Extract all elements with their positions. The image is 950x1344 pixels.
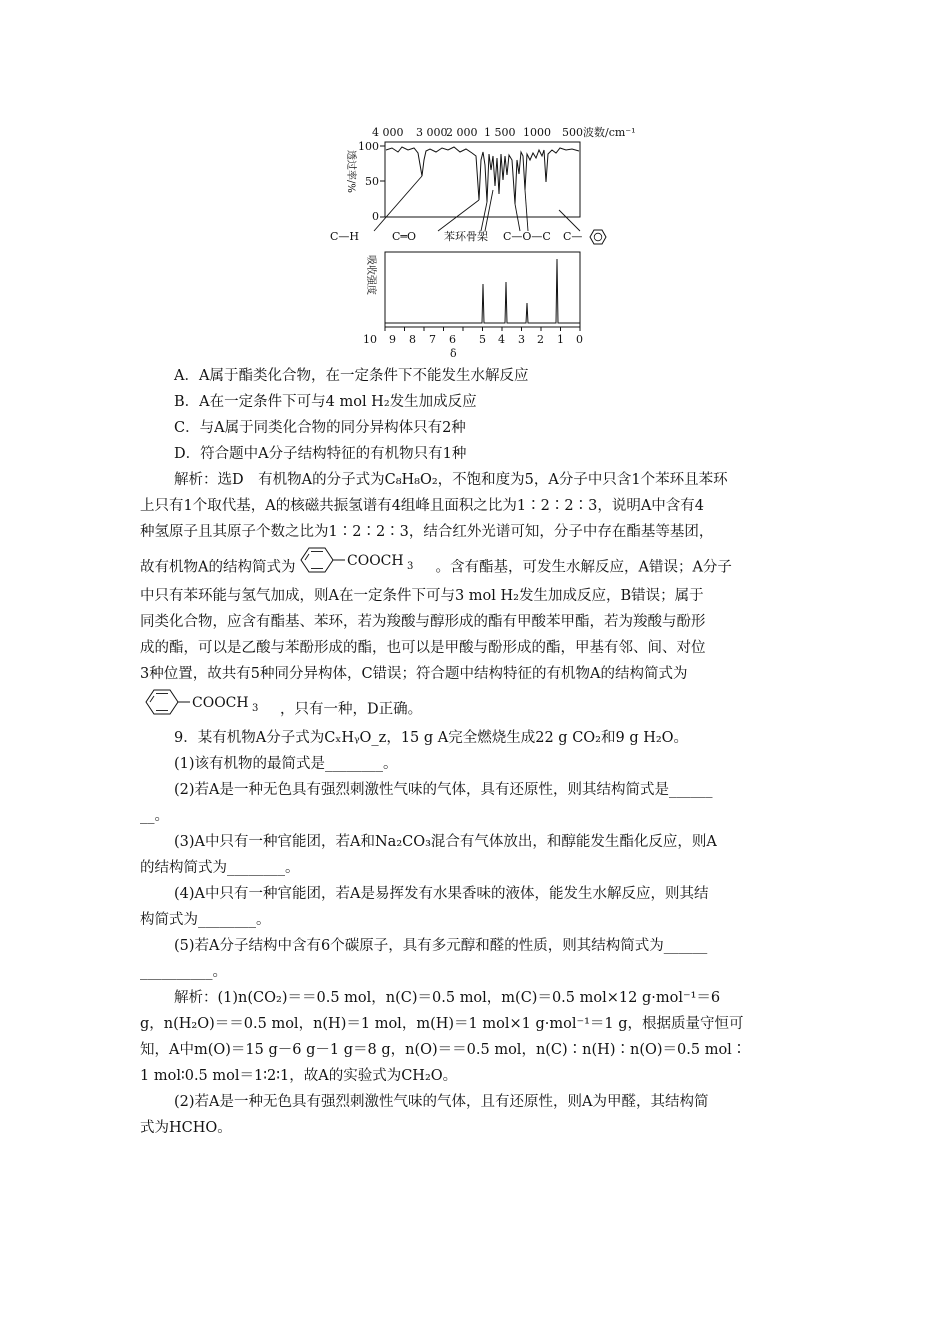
analysis-text: ，只有一种，D正确。 xyxy=(280,701,423,718)
phenyl-acetate-structure-svg xyxy=(295,545,435,575)
svg-text:3: 3 xyxy=(252,703,259,714)
q9-sub-4-cont: 构简式为________。 xyxy=(140,912,271,928)
ir-annotation: C═O xyxy=(392,230,417,243)
nmr-x-axis-label: δ xyxy=(450,347,457,360)
analysis-line xyxy=(140,545,820,583)
benzene-ring-icon xyxy=(590,230,606,244)
svg-text:3: 3 xyxy=(407,561,414,572)
nmr-x-ticks xyxy=(385,327,580,331)
q9-sub-5: (5)若A分子结构中含有6个碳原子，具有多元醇和醛的性质，则其结构简式为______ xyxy=(174,938,708,954)
nmr-y-axis-label: 吸收强度 xyxy=(365,255,376,295)
ir-y-tick: 50 xyxy=(365,175,379,188)
q9-sub-3: (3)A中只有一种官能团，若A和Na₂CO₃混合有气体放出，和醇能发生酯化反应，则A xyxy=(174,834,717,850)
ir-annotation: 苯环骨架 xyxy=(444,230,488,243)
ir-y-axis-label: 透过率/% xyxy=(345,150,356,193)
phenyl-acetate-structure-svg xyxy=(140,687,280,717)
option-d: D．符合题中A分子结构特征的有机物只有1种 xyxy=(174,446,467,462)
nmr-x-tick: 5 xyxy=(479,333,486,346)
ir-annotation: C—H xyxy=(330,230,360,243)
option-c: C．与A属于同类化合物的同分异构体只有2种 xyxy=(174,420,466,436)
ir-annotation: C— xyxy=(563,230,583,243)
nmr-x-tick: 3 xyxy=(518,333,525,346)
nmr-x-tick: 6 xyxy=(449,333,456,346)
ir-x-tick: 1 500 xyxy=(484,126,516,139)
analysis-line xyxy=(140,687,820,725)
ir-x-tick: 500 xyxy=(562,126,583,139)
solution-line: 解析：(1)n(CO₂)＝＝0.5 mol，n(C)＝0.5 mol，m(C)＝0.5 mol×12 g·mol⁻¹＝6 xyxy=(174,990,721,1006)
q9-sub-5-cont: __________。 xyxy=(140,964,227,980)
analysis-line: 3种位置，故共有5种同分异构体，C错误；符合题中结构特征的有机物A的结构简式为 xyxy=(140,666,688,682)
option-a: A．A属于酯类化合物，在一定条件下不能发生水解反应 xyxy=(174,368,529,384)
analysis-text: 。含有酯基，可发生水解反应，A错误；A分子 xyxy=(435,559,732,576)
question-9-stem: 9．某有机物A分子式为CₓHᵧO_z，15 g A完全燃烧生成22 g CO₂和9 g H₂O。 xyxy=(174,730,689,746)
nmr-x-tick: 0 xyxy=(576,333,583,346)
ir-x-tick: 4 000 xyxy=(372,126,404,139)
nmr-x-tick: 4 xyxy=(498,333,505,346)
q9-sub-2: (2)若A是一种无色具有强烈刺激性气味的气体，具有还原性，则其结构简式是______ xyxy=(174,782,713,798)
q9-sub-4: (4)A中只有一种官能团，若A是易挥发有水果香味的液体，能发生水解反应，则其结 xyxy=(174,886,709,902)
ir-x-tick: 1000 xyxy=(523,126,551,139)
solution-line: g，n(H₂O)＝＝0.5 mol，n(H)＝1 mol，m(H)＝1 mol×1 g·mol⁻¹＝1 g，根据质量守恒可 xyxy=(140,1016,744,1032)
ir-y-tick: 100 xyxy=(358,140,379,153)
solution-line: 式为HCHO。 xyxy=(140,1120,232,1136)
ir-x-axis-label: 波数/cm⁻¹ xyxy=(583,126,636,139)
analysis-line: 成的酯，可以是乙酸与苯酚形成的酯，也可以是甲酸与酚形成的酯，甲基有邻、间、对位 xyxy=(140,640,706,656)
spectra-figure xyxy=(330,120,636,360)
analysis-line: 中只有苯环能与氢气加成，则A在一定条件下可与3 mol H₂发生加成反应，B错误；属于 xyxy=(140,588,704,604)
solution-line: 1 mol∶0.5 mol＝1∶2∶1，故A的实验式为CH₂O。 xyxy=(140,1068,458,1084)
svg-text:COOCH: COOCH xyxy=(347,553,405,569)
analysis-line: 种氢原子且其原子个数之比为1∶2∶2∶3，结合红外光谱可知，分子中存在酯基等基团， xyxy=(140,524,714,540)
question-body xyxy=(140,363,820,1141)
solution-line: (2)若A是一种无色具有强烈刺激性气味的气体，且有还原性，则A为甲醛，其结构简 xyxy=(174,1094,709,1110)
nmr-x-tick: 9 xyxy=(389,333,396,346)
nmr-x-tick: 1 xyxy=(557,333,564,346)
ir-annotation: C—O—C xyxy=(503,230,551,243)
svg-text:COOCH: COOCH xyxy=(192,695,249,711)
q9-sub-1: (1)该有机物的最简式是________。 xyxy=(174,756,398,772)
analysis-line: 上只有1个取代基，A的核磁共振氢谱有4组峰且面积之比为1∶2∶2∶3，说明A中含有4 xyxy=(140,498,705,514)
solution-line: 知，A中m(O)＝15 g－6 g－1 g＝8 g，n(O)＝＝0.5 mol，n(C)∶n(H)∶n(O)＝0.5 mol∶ xyxy=(140,1042,747,1058)
option-b: B．A在一定条件下可与4 mol H₂发生加成反应 xyxy=(174,394,477,410)
analysis-line: 解析：选D 有机物A的分子式为C₈H₈O₂，不饱和度为5，A分子中只含1个苯环且苯环 xyxy=(174,472,728,488)
nmr-spectrum-line xyxy=(385,259,580,323)
nmr-x-tick: 8 xyxy=(409,333,416,346)
ir-x-tick: 3 000 xyxy=(416,126,448,139)
nmr-x-tick: 2 xyxy=(537,333,544,346)
spectra-svg xyxy=(330,120,636,360)
ir-spectrum-line xyxy=(386,147,579,204)
ir-x-tick: 2 000 xyxy=(446,126,478,139)
nmr-x-tick: 10 xyxy=(363,333,377,346)
analysis-line: 同类化合物，应含有酯基、苯环，若为羧酸与醇形成的酯有甲酸苯甲酯，若为羧酸与酚形 xyxy=(140,614,706,630)
q9-sub-2-cont: __。 xyxy=(140,808,169,824)
analysis-text: 故有机物A的结构简式为 xyxy=(140,559,296,576)
q9-sub-3-cont: 的结构简式为________。 xyxy=(140,860,300,876)
ir-y-tick: 0 xyxy=(372,210,379,223)
nmr-x-tick: 7 xyxy=(429,333,436,346)
